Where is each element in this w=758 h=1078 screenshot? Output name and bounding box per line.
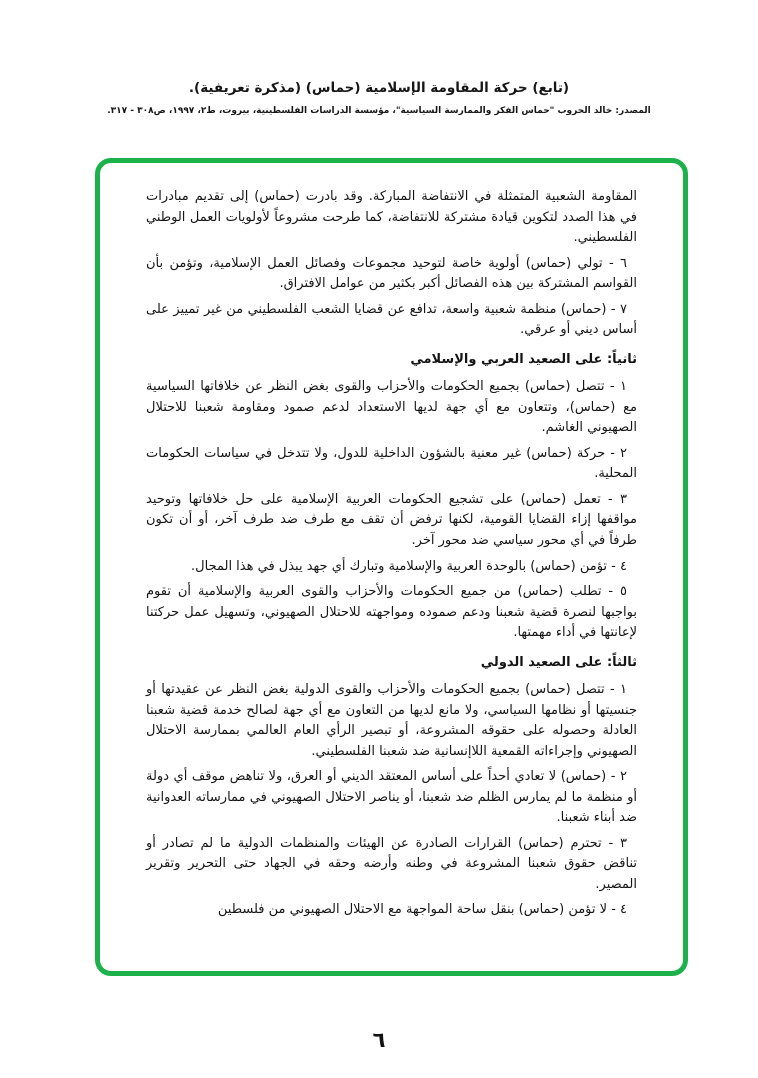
text-paragraph: ٣ - تحترم (حماس) القرارات الصادرة عن الهيئات والمنظمات الدولية ما لم تصادر أو تناقض حقوق شعبنا المشروعة في وطنه وأرضه وحقه في الجهاد حتى التحرير وتقرير المصير. [146, 835, 637, 892]
text-paragraph: ٢ - (حماس) لا تعادي أحداً على أساس المعتقد الديني أو العرق، ولا تناهض موقف أي دولة أو منظمة ما لم يمارس الظلم ضد شعبنا، أو يناصر الاحتلال الصهيوني في ممارساته العدوانية ضد أبناء شعبنا. [146, 769, 637, 826]
content-frame [95, 158, 688, 976]
document-body [146, 187, 637, 921]
section-heading: ثانياً: على الصعيد العربي والإسلامي [410, 351, 637, 367]
text-paragraph: المقاومة الشعبية المتمثلة في الانتفاضة المباركة. وقد بادرت (حماس) إلى تقديم مبادرات في هذا الصدد لتكوين قيادة مشتركة للانتفاضة، كما طرحت مشروعاً لأولويات العمل الوطني الفلسطيني. [146, 189, 637, 246]
text-paragraph: ٤ - تؤمن (حماس) بالوحدة العربية والإسلامية وتبارك أي جهد يبذل في هذا المجال. [191, 558, 627, 574]
page-header [0, 80, 758, 116]
text-paragraph: ٣ - تعمل (حماس) على تشجيع الحكومات العربية الإسلامية على حل خلافاتها وتوحيد مواقفها إزاء القضايا القومية، لكنها ترفض أن تقف مع طرف ضد طرف آخر، أو أن تكون طرفاً في أي محور سياسي ضد محور آخر. [146, 491, 637, 548]
text-paragraph: ١ - تتصل (حماس) بجميع الحكومات والأحزاب والقوى بغض النظر عن خلافاتها السياسية مع (حماس)، وتتعاون مع أي جهة لديها الاستعداد لدعم صمود ومقاومة شعبنا للاحتلال الصهيوني الغاشم. [146, 379, 637, 436]
text-paragraph: ٥ - تطلب (حماس) من جميع الحكومات والأحزاب والقوى العربية والإسلامية أن تقوم بواجبها لنصرة قضية شعبنا ودعم صموده ومواجهته للاحتلال الصهيوني، وتسهيل عمل حركتنا لإعانتها في أداء مهمتها. [146, 584, 637, 641]
document-title: (تابع) حركة المقاومة الإسلامية (حماس) (مذكرة تعريفية). [188, 80, 570, 96]
source-citation: المصدر: خالد الحروب "حماس الفكر والممارسة السياسية"، مؤسسة الدراسات الفلسطينية، بيروت، ط٢، ١٩٩٧، ص٣٠٨ - ٣١٧. [107, 106, 651, 116]
text-paragraph: ٢ - حركة (حماس) غير معنية بالشؤون الداخلية للدول، ولا تتدخل في سياسات الحكومات المحلية. [146, 445, 637, 482]
section-heading: ثالثاً: على الصعيد الدولي [480, 654, 637, 670]
text-paragraph: ٧ - (حماس) منظمة شعبية واسعة، تدافع عن قضايا الشعب الفلسطيني من غير تمييز على أساس ديني أو عرقي. [146, 301, 637, 338]
text-paragraph: ٦ - تولي (حماس) أولوية خاصة لتوحيد مجموعات وفصائل العمل الإسلامية، وتؤمن بأن القواسم المشتركة بين هذه الفصائل أكبر بكثير من عوامل الافتراق. [146, 255, 637, 292]
text-paragraph: ٤ - لا تؤمن (حماس) بنقل ساحة المواجهة مع الاحتلال الصهيوني من فلسطين [217, 902, 627, 918]
text-paragraph: ١ - تتصل (حماس) بجميع الحكومات والأحزاب والقوى الدولية بغض النظر عن عقيدتها أو جنسيتها أو نظامها السياسي، ولا مانع لديها من التعاون مع أي جهة لصالح خدمة قضية شعبنا العادلة وحصوله على حقوقه المشروعة، أو تبصير الرأي العام العالمي بممارسة الاحتلال الصهيوني وإجراءاته القمعية اللاإنسانية ضد شعبنا الفلسطيني. [146, 682, 637, 759]
page-number: ٦ [372, 1028, 386, 1052]
